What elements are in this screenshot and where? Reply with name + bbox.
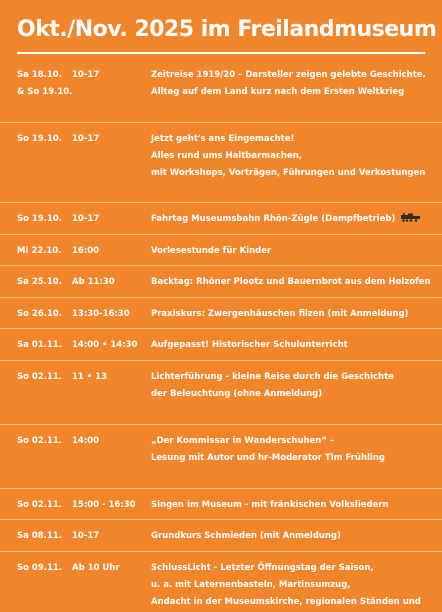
event-description [151, 560, 436, 611]
event-date: Sa 08.11. [17, 531, 62, 541]
event-line: Zeitreise 1919/20 – Darsteller zeigen gelebte Geschichte. [151, 70, 426, 80]
event-time: 14:00 • 14:30 [72, 340, 138, 350]
event-line: Praxiskurs: Zwergenhäuschen filzen (mit Anmeldung) [151, 308, 409, 319]
event-line: Grundkurs Schmieden (mit Anmeldung) [151, 531, 341, 541]
event-list [0, 59, 442, 612]
event-row [0, 203, 442, 235]
event-date: So 09.11. [17, 562, 63, 573]
event-row [0, 266, 442, 298]
event-row [0, 123, 442, 203]
event-description [151, 67, 436, 101]
event-line: Singen im Museum - mit fränkischen Volksliedern [151, 499, 389, 510]
event-row [0, 520, 442, 552]
event-description [151, 306, 436, 323]
event-time: 10-17 [72, 134, 100, 144]
event-line: Alles rund ums Haltbarmachen, [151, 151, 303, 161]
event-date: Mi 22.10. [17, 245, 62, 256]
event-line: Andacht in der Museumskirche, regionalen Ständen und [151, 596, 421, 607]
steam-train-icon [401, 213, 421, 222]
event-row [0, 361, 442, 425]
event-time: Ab 11:30 [72, 277, 115, 287]
event-line: Backtag: Rhöner Plootz und Bauernbrot aus dem Holzofen [151, 277, 431, 287]
event-row [0, 425, 442, 489]
event-line: Fahrtag Museumsbahn Rhön-Zügle (Dampfbetrieb) [151, 214, 396, 224]
event-description [151, 528, 436, 545]
event-row [0, 235, 442, 267]
event-line: u. a. mit Laternenbasteln, Martinsumzug, [151, 579, 351, 590]
event-description [151, 211, 436, 228]
event-line: Lesung mit Autor und hr-Moderator Tim Frühling [151, 452, 385, 463]
event-line: SchlussLicht - Letzter Öffnungstag der Saison, [151, 562, 374, 573]
page-title: Okt./Nov. 2025 im Freilandmuseum [17, 17, 437, 42]
event-time: 14:00 [72, 435, 100, 446]
event-date: Sa 01.11. [17, 340, 62, 350]
event-time: 13:30-16:30 [72, 308, 130, 319]
event-time: 11 • 13 [72, 371, 108, 382]
event-time: 10-17 [72, 70, 100, 80]
title-divider [17, 52, 425, 54]
event-date: Sa 25.10. [17, 277, 62, 287]
event-row [0, 552, 442, 612]
event-description [151, 369, 436, 403]
event-time: Ab 10 Uhr [72, 562, 120, 573]
event-description [151, 131, 436, 182]
event-time: 15:00 - 16:30 [72, 499, 136, 510]
event-line: Jetzt geht's ans Eingemachte! [151, 134, 295, 144]
event-row [0, 59, 442, 123]
event-date: So 26.10. [17, 308, 63, 319]
event-line: Vorlesestunde für Kinder [151, 245, 272, 256]
event-date: So 19.10. [17, 134, 63, 144]
event-line: Lichterführung - kleine Reise durch die Geschichte [151, 371, 394, 382]
event-date: So 02.11. [17, 435, 63, 446]
event-row [0, 298, 442, 330]
event-description [151, 243, 436, 260]
event-line: Aufgepasst! Historischer Schulunterricht [151, 340, 348, 350]
event-description [151, 433, 436, 467]
event-row [0, 329, 442, 361]
event-line: mit Workshops, Vorträgen, Führungen und Verkostungen [151, 168, 426, 178]
event-description [151, 497, 436, 514]
event-description [151, 337, 436, 354]
event-date: Sa 18.10. & So 19.10. [17, 70, 73, 97]
event-line: „Der Kommissar in Wanderschuhen“ – [151, 435, 335, 446]
event-date: So 02.11. [17, 371, 63, 382]
event-time: 16:00 [72, 245, 100, 256]
event-time: 10-17 [72, 214, 100, 224]
event-row [0, 489, 442, 521]
event-time: 10-17 [72, 531, 100, 541]
event-line: der Beleuchtung (ohne Anmeldung) [151, 388, 323, 399]
event-description [151, 274, 436, 291]
event-line: Alltag auf dem Land kurz nach dem Ersten Weltkrieg [151, 87, 405, 97]
event-date: So 19.10. [17, 214, 63, 224]
event-date: So 02.11. [17, 499, 63, 510]
